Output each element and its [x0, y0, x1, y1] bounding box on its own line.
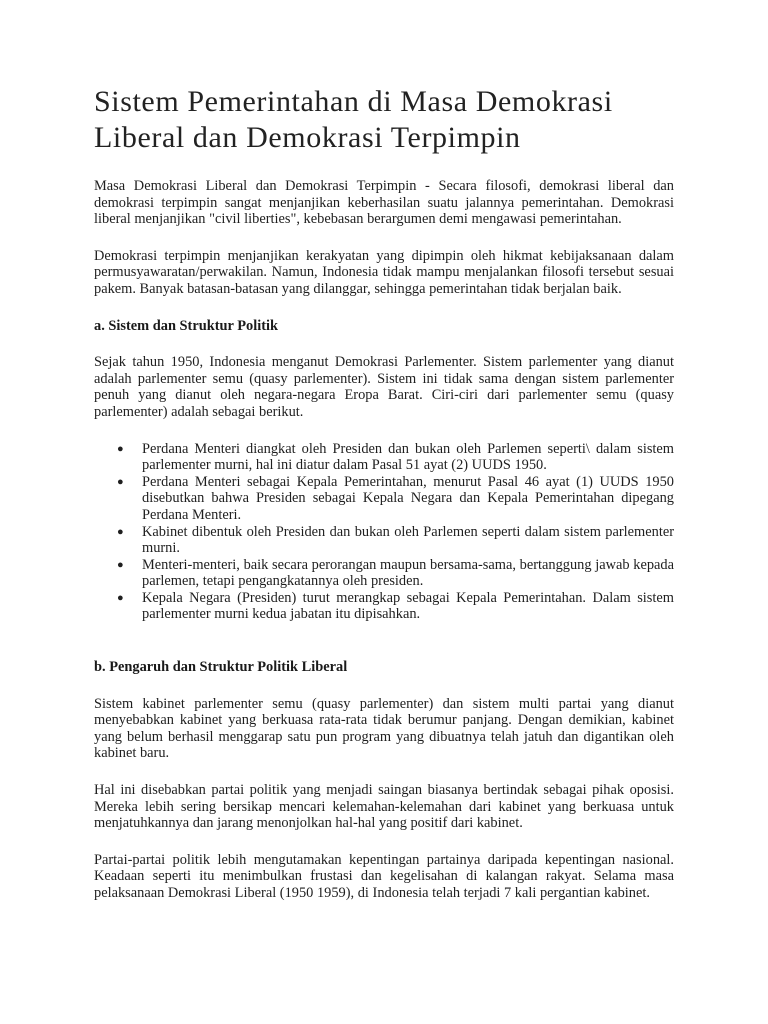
list-item	[117, 556, 674, 590]
list-item	[117, 440, 674, 474]
section-a-paragraph: Sejak tahun 1950, Indonesia menganut Demokrasi Parlementer. Sistem parlementer yang dianut adalah parlementer semu (quasy parlementer). Sistem ini tidak sama dengan sistem parlementer penuh yang dianut oleh negara-negara Eropa Barat. Ciri-ciri dari parlementer semu (quasy parlementer) adalah sebagai berikut.	[94, 354, 674, 420]
intro-paragraph-2: Demokrasi terpimpin menjanjikan kerakyatan yang dipimpin oleh hikmat kebijaksanaan dalam permusyawaratan/perwakilan. Namun, Indonesia tidak mampu menjalankan filosofi tersebut sesuai pakem. Banyak batasan-batasan yang dilanggar, sehingga pemerintahan tidak berjalan baik.	[94, 247, 674, 297]
page-title: Sistem Pemerintahan di Masa Demokrasi Liberal dan Demokrasi Terpimpin	[94, 85, 613, 154]
bullet-icon: ●	[117, 558, 124, 571]
bullet-icon: ●	[117, 525, 124, 538]
section-a-heading: a. Sistem dan Struktur Politik	[94, 317, 279, 334]
section-b-paragraph-1: Sistem kabinet parlementer semu (quasy parlementer) dan sistem multi partai yang dianut menyebabkan kabinet yang berkuasa rata-rata tidak berumur panjang. Dengan demikian, kabinet yang belum berhasil menggarap satu pun program yang dibuatnya telah jatuh dan digantikan oleh kabinet baru.	[94, 695, 674, 762]
bullet-icon: ●	[117, 442, 124, 455]
list-item	[117, 523, 674, 557]
list-item-text: Perdana Menteri sebagai Kepala Pemerintahan, menurut Pasal 46 ayat (1) UUDS 1950 disebutkan bahwa Presiden sebagai Kepala Negara dan Kepala Pemerintahan dipegang Perdana Menteri.	[142, 473, 674, 523]
list-item-text: Kepala Negara (Presiden) turut merangkap sebagai Kepala Pemerintahan. Dalam sistem parlementer murni kedua jabatan itu dipisahkan.	[142, 589, 674, 623]
bullet-icon: ●	[117, 475, 124, 488]
bullet-icon: ●	[117, 591, 124, 604]
intro-paragraph-1: Masa Demokrasi Liberal dan Demokrasi Terpimpin - Secara filosofi, demokrasi liberal dan demokrasi terpimpin sangat menjanjikan keberhasilan suatu jalannya pemerintahan. Demokrasi liberal menjanjikan "civil liberties", kebebasan berargumen demi mengawasi pemerintahan.	[94, 178, 674, 228]
list-item-text: Menteri-menteri, baik secara perorangan maupun bersama-sama, bertanggung jawab kepada parlemen, tetapi pengangkatannya oleh presiden.	[142, 556, 674, 590]
list-item	[117, 589, 674, 623]
section-b-paragraph-2: Hal ini disebabkan partai politik yang menjadi saingan biasanya bertindak sebagai pihak oposisi. Mereka lebih sering bersikap mencari kelemahan-kelemahan dari kabinet yang berkuasa untuk menjatuhkannya dan jarang menonjolkan hal-hal yang positif dari kabinet.	[94, 782, 674, 832]
list-item	[117, 473, 674, 524]
section-b-paragraph-3: Partai-partai politik lebih mengutamakan kepentingan partainya daripada kepentingan nasional. Keadaan seperti itu menimbulkan frustasi dan kegelisahan di kalangan rakyat. Selama masa pelaksanaan Demokrasi Liberal (1950 1959), di Indonesia telah terjadi 7 kali pergantian kabinet.	[94, 851, 674, 901]
list-item-text: Perdana Menteri diangkat oleh Presiden dan bukan oleh Parlemen seperti\ dalam sistem parlementer murni, hal ini diatur dalam Pasal 51 ayat (2) UUDS 1950.	[142, 440, 674, 474]
bullet-list	[94, 441, 674, 624]
section-b-heading: b. Pengaruh dan Struktur Politik Liberal	[94, 659, 348, 676]
list-item-text: Kabinet dibentuk oleh Presiden dan bukan oleh Parlemen seperti dalam sistem parlementer murni.	[142, 523, 674, 557]
